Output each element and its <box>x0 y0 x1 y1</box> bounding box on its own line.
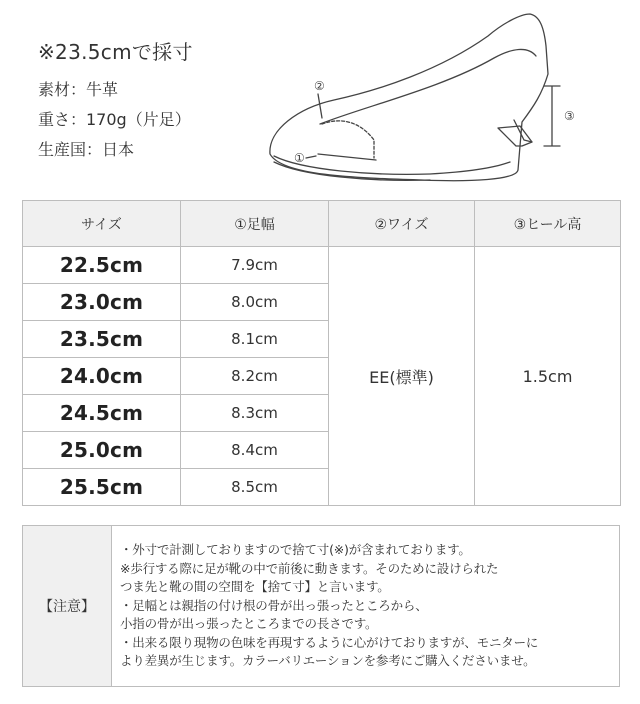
size-cell: 25.5cm <box>23 469 181 506</box>
note-line: ※歩行する際に足が靴の中で前後に動きます。そのために設けられた <box>120 560 499 576</box>
foot-width-cell: 8.2cm <box>181 358 329 395</box>
material-text: 素材：牛革 <box>38 80 119 99</box>
header-wise: ②ワイズ <box>329 201 475 247</box>
wise-cell: EE(標準) <box>329 247 475 506</box>
label-2: ② <box>314 79 325 93</box>
label-3: ③ <box>564 109 575 123</box>
notes-label: 【注意】 <box>23 526 112 687</box>
spec-block <box>38 36 193 165</box>
note-line: ・出来る限り現物の色味を再現するように心がけておりますが、モニターに <box>120 634 539 650</box>
notes-body <box>112 526 620 687</box>
table-row <box>23 247 621 284</box>
header-heel-height: ③ヒール高 <box>475 201 621 247</box>
foot-width-line <box>318 154 376 160</box>
foot-width-cell: 8.1cm <box>181 321 329 358</box>
heel-height-cell: 1.5cm <box>475 247 621 506</box>
weight-text: 重さ：170g（片足） <box>38 110 191 129</box>
foot-width-cell: 8.4cm <box>181 432 329 469</box>
size-table-header <box>23 201 621 247</box>
header-size: サイズ <box>23 201 181 247</box>
size-cell: 23.5cm <box>23 321 181 358</box>
heel-height-line <box>544 86 560 146</box>
origin-text: 生産国：日本 <box>38 140 135 159</box>
shoe-outline <box>270 14 548 181</box>
header-foot-width: ①足幅 <box>181 201 329 247</box>
foot-width-cell: 8.0cm <box>181 284 329 321</box>
measurement-note: ※23.5cmで採寸 <box>38 40 193 64</box>
foot-width-cell: 8.5cm <box>181 469 329 506</box>
size-table <box>22 200 621 506</box>
note-line: つま先と靴の間の空間を【捨て寸】と言います。 <box>120 579 390 595</box>
notes-table <box>22 525 620 687</box>
foot-width-cell: 7.9cm <box>181 247 329 284</box>
note-line: ・足幅とは親指の付け根の骨が出っ張ったところから、 <box>120 597 428 613</box>
foot-width-cell: 8.3cm <box>181 395 329 432</box>
size-cell: 25.0cm <box>23 432 181 469</box>
label-1: ① <box>294 151 305 165</box>
size-cell: 22.5cm <box>23 247 181 284</box>
wise-line <box>322 121 374 158</box>
size-cell: 24.0cm <box>23 358 181 395</box>
size-cell: 24.5cm <box>23 395 181 432</box>
note-line: 小指の骨が出っ張ったところまでの長さです。 <box>120 616 378 632</box>
size-cell: 23.0cm <box>23 284 181 321</box>
shoe-diagram <box>262 6 588 184</box>
note-line: より差異が生じます。カラーバリエーションを参考にご購入くださいませ。 <box>120 653 536 669</box>
note-line: ・外寸で計測しておりますので捨て寸(※)が含まれております。 <box>120 541 471 557</box>
heel <box>498 126 532 146</box>
shoe-opening <box>320 49 536 124</box>
